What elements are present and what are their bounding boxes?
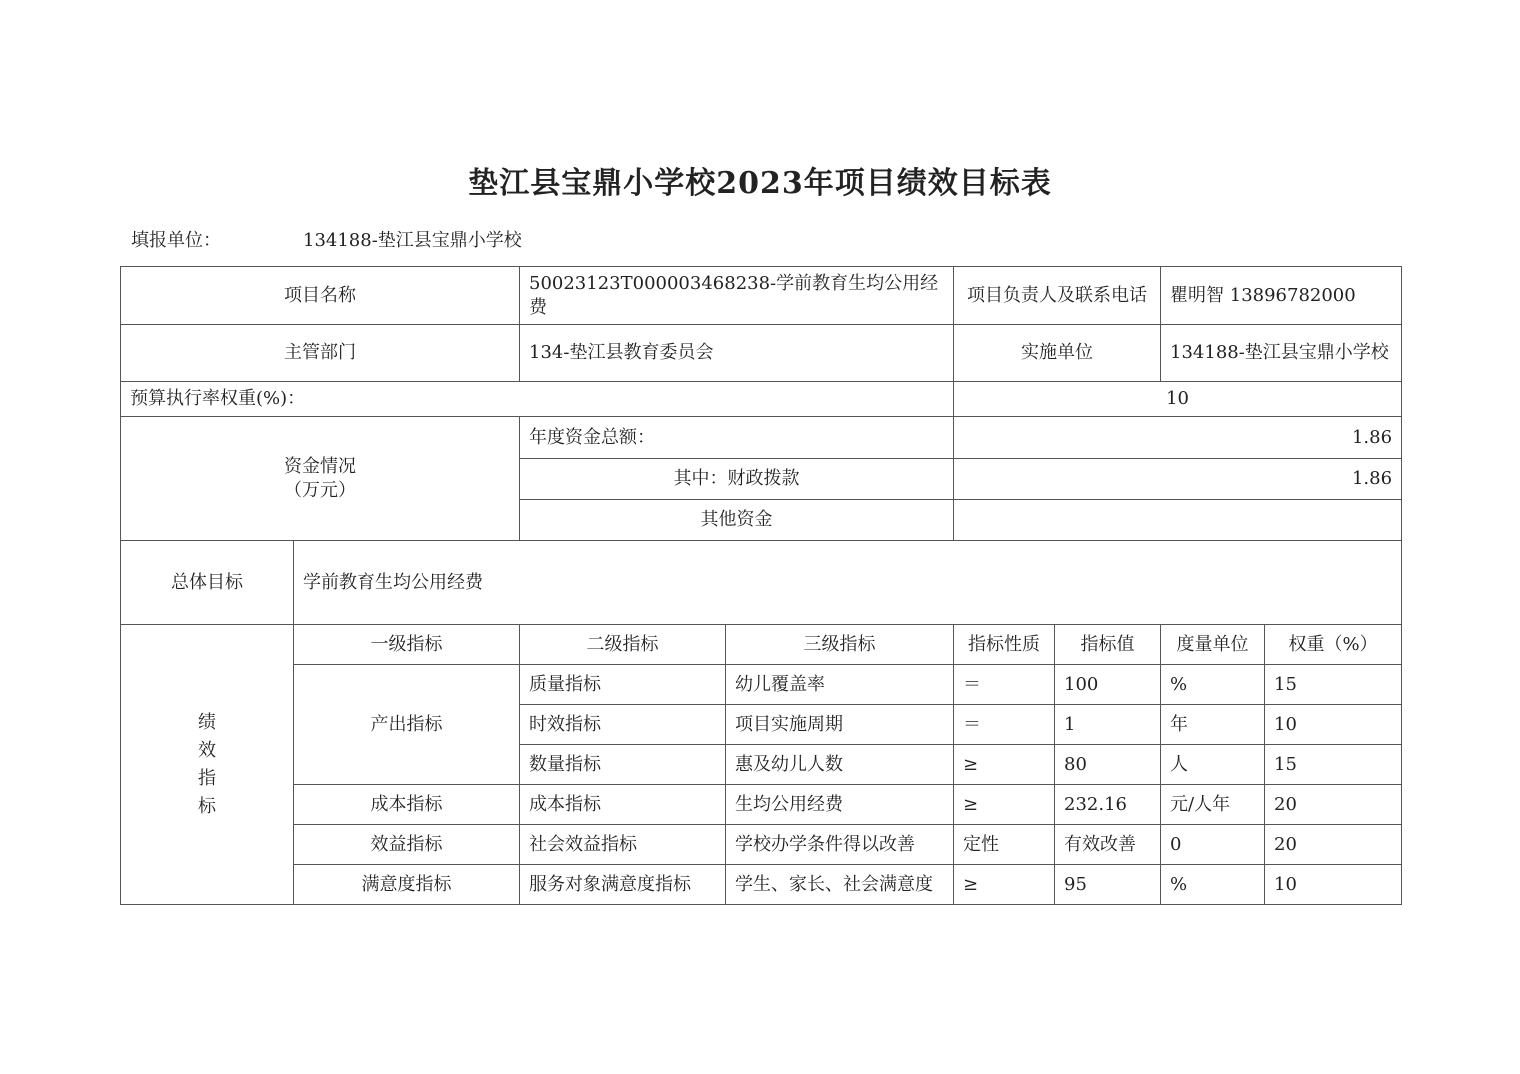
page-title: 垫江县宝鼎小学校2023年项目绩效目标表 xyxy=(468,166,1052,201)
indicator-weight: 20 xyxy=(1265,785,1402,825)
side-char: 指 xyxy=(198,767,216,789)
dept-value: 134-垫江县教育委员会 xyxy=(520,325,954,382)
side-char: 效 xyxy=(198,739,216,761)
indicator-unit: % xyxy=(1161,865,1265,905)
indicator-level2: 成本指标 xyxy=(520,785,726,825)
indicator-level3: 惠及幼儿人数 xyxy=(726,745,954,785)
indicator-level1: 效益指标 xyxy=(294,825,520,865)
header-value: 指标值 xyxy=(1055,625,1161,665)
indicator-row xyxy=(121,865,1402,905)
header-nature: 指标性质 xyxy=(954,625,1055,665)
header-unit: 度量单位 xyxy=(1161,625,1265,665)
indicator-row xyxy=(121,665,1402,705)
indicator-nature: ≥ xyxy=(954,865,1055,905)
indicator-nature: ＝ xyxy=(954,705,1055,745)
funds-other-value xyxy=(954,500,1402,541)
indicator-weight: 15 xyxy=(1265,665,1402,705)
indicator-value: 有效改善 xyxy=(1055,825,1161,865)
indicator-nature: ≥ xyxy=(954,745,1055,785)
project-name-label: 项目名称 xyxy=(121,267,520,325)
budget-rate-value: 10 xyxy=(954,382,1402,417)
indicator-value: 80 xyxy=(1055,745,1161,785)
indicator-level2: 时效指标 xyxy=(520,705,726,745)
budget-rate-label: 预算执行率权重(%)： xyxy=(121,382,954,417)
funds-total-value: 1.86 xyxy=(954,417,1402,459)
indicator-nature: ≥ xyxy=(954,785,1055,825)
funds-label xyxy=(121,417,520,541)
indicator-weight: 15 xyxy=(1265,745,1402,785)
indicator-nature: 定性 xyxy=(954,825,1055,865)
performance-table xyxy=(120,266,1402,905)
goal-text: 学前教育生均公用经费 xyxy=(294,541,1402,625)
owner-value: 瞿明智 13896782000 xyxy=(1161,267,1402,325)
funds-label-line2: （万元） xyxy=(284,479,356,501)
indicator-nature: ＝ xyxy=(954,665,1055,705)
indicator-level3: 学生、家长、社会满意度 xyxy=(726,865,954,905)
funds-fiscal-value: 1.86 xyxy=(954,459,1402,500)
indicator-unit: % xyxy=(1161,665,1265,705)
header-level1: 一级指标 xyxy=(294,625,520,665)
indicator-level2: 质量指标 xyxy=(520,665,726,705)
header-level2: 二级指标 xyxy=(520,625,726,665)
funds-total-label: 年度资金总额： xyxy=(520,417,954,459)
indicator-row xyxy=(121,785,1402,825)
indicator-level2: 服务对象满意度指标 xyxy=(520,865,726,905)
indicator-value: 100 xyxy=(1055,665,1161,705)
indicator-value: 95 xyxy=(1055,865,1161,905)
funds-fiscal-label: 其中：财政拨款 xyxy=(520,459,954,500)
indicator-unit: 人 xyxy=(1161,745,1265,785)
funds-other-label: 其他资金 xyxy=(520,500,954,541)
fill-unit xyxy=(131,226,522,252)
indicator-unit: 0 xyxy=(1161,825,1265,865)
indicator-weight: 20 xyxy=(1265,825,1402,865)
indicator-level3: 学校办学条件得以改善 xyxy=(726,825,954,865)
header-weight: 权重（%） xyxy=(1265,625,1402,665)
owner-label: 项目负责人及联系电话 xyxy=(954,267,1161,325)
indicator-unit: 元/人年 xyxy=(1161,785,1265,825)
indicator-level3: 项目实施周期 xyxy=(726,705,954,745)
indicator-level2: 数量指标 xyxy=(520,745,726,785)
funds-label-line1: 资金情况 xyxy=(284,455,356,477)
project-name-value: 50023123T000003468238-学前教育生均公用经费 xyxy=(520,267,954,325)
indicator-level2: 社会效益指标 xyxy=(520,825,726,865)
fill-unit-label: 填报单位： xyxy=(131,230,221,251)
fill-unit-value: 134188-垫江县宝鼎小学校 xyxy=(303,230,522,251)
header-level3: 三级指标 xyxy=(726,625,954,665)
indicator-level1: 满意度指标 xyxy=(294,865,520,905)
impl-label: 实施单位 xyxy=(954,325,1161,382)
impl-value: 134188-垫江县宝鼎小学校 xyxy=(1161,325,1402,382)
indicator-value: 232.16 xyxy=(1055,785,1161,825)
indicator-level1: 产出指标 xyxy=(294,665,520,785)
indicator-value: 1 xyxy=(1055,705,1161,745)
side-char: 绩 xyxy=(198,711,216,733)
indicator-level3: 幼儿覆盖率 xyxy=(726,665,954,705)
indicator-row xyxy=(121,825,1402,865)
side-char: 标 xyxy=(198,795,216,817)
indicator-side-label xyxy=(121,625,294,905)
indicator-weight: 10 xyxy=(1265,865,1402,905)
indicator-unit: 年 xyxy=(1161,705,1265,745)
goal-label: 总体目标 xyxy=(121,541,294,625)
indicator-level3: 生均公用经费 xyxy=(726,785,954,825)
indicator-weight: 10 xyxy=(1265,705,1402,745)
dept-label: 主管部门 xyxy=(121,325,520,382)
indicator-level1: 成本指标 xyxy=(294,785,520,825)
